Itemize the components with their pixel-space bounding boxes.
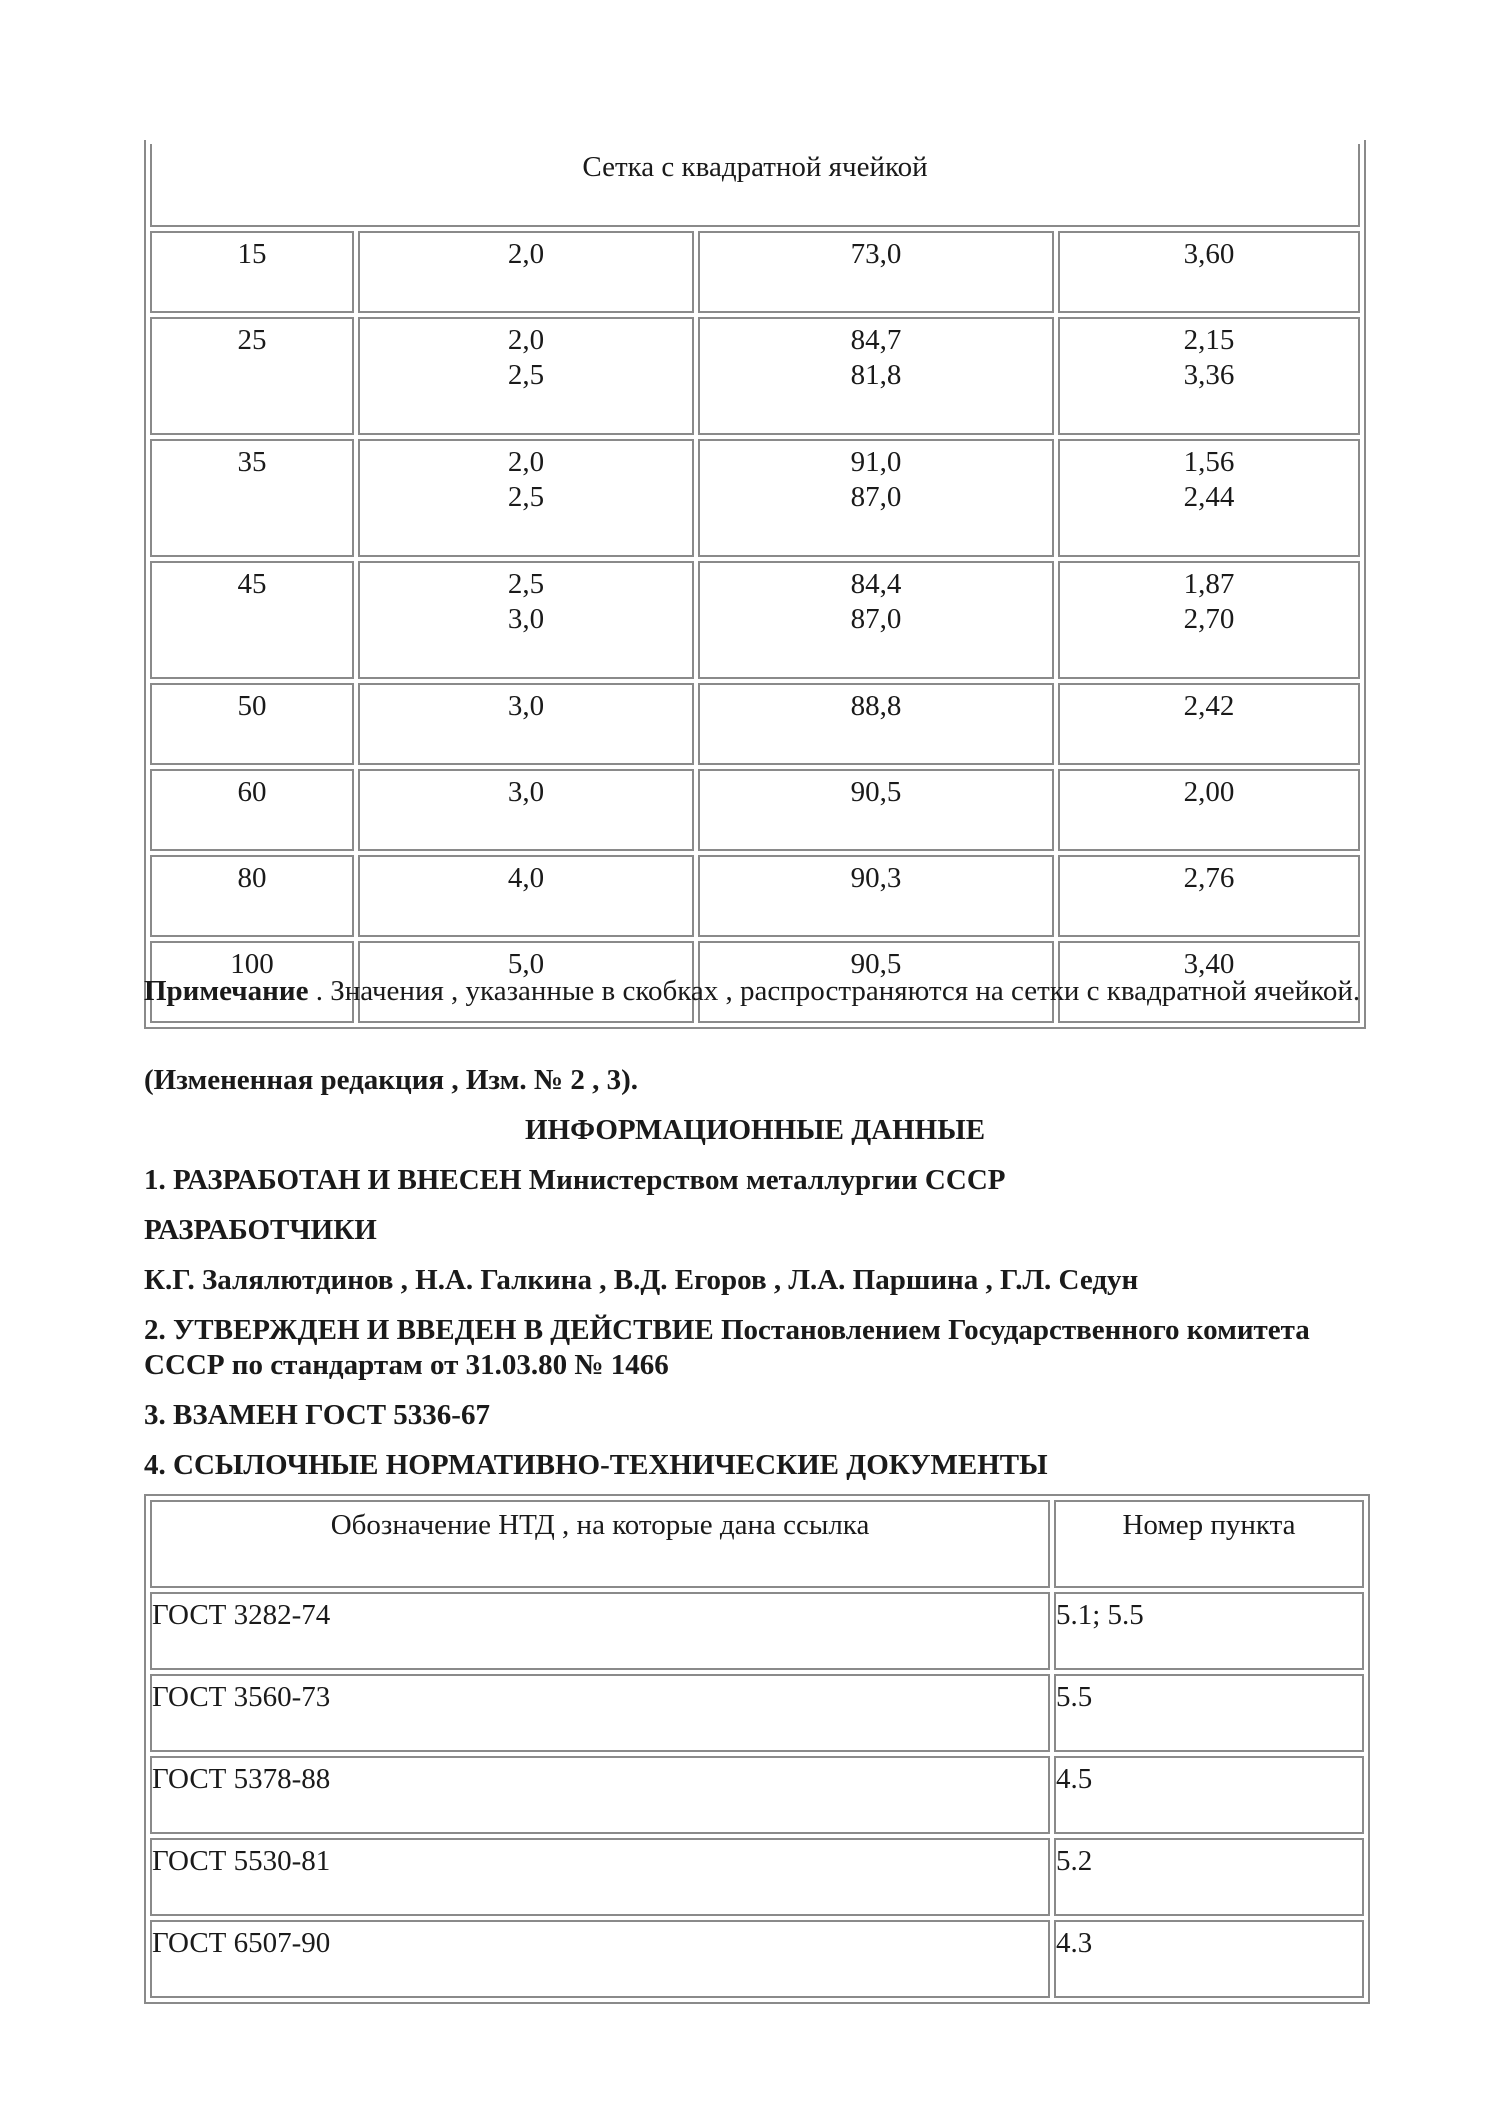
cell-value: 84,7 (850, 324, 902, 356)
note-label: Примечание (144, 975, 309, 1007)
cell-mesh-size: 35 (150, 439, 354, 557)
cell-mesh-size: 60 (150, 769, 354, 851)
cell-clause-number: 4.3 (1054, 1920, 1364, 1998)
info-item-3: 3. ВЗАМЕН ГОСТ 5336-67 (144, 1399, 490, 1431)
reference-table-header-row (150, 1500, 1364, 1588)
header-doc-designation: Обозначение НТД , на которые дана ссылка (150, 1500, 1050, 1588)
cell-wire-diameter (358, 855, 694, 937)
cell-value: 1,56 (1183, 446, 1235, 478)
cell-value: 90,3 (850, 862, 902, 894)
cell-mesh-size: 50 (150, 683, 354, 765)
cell-value: 3,36 (1183, 359, 1235, 391)
cell-value: 3,40 (1183, 948, 1235, 980)
mesh-table-row (150, 317, 1360, 435)
info-item-1: 1. РАЗРАБОТАН И ВНЕСЕН Министерством металлургии СССР (144, 1164, 1006, 1196)
cell-mass (1058, 561, 1360, 679)
cell-doc-designation: ГОСТ 3560-73 (150, 1674, 1050, 1752)
cell-value: 87,0 (850, 603, 902, 635)
note-text: . Значения , указанные в скобках , распространяются на сетки с квадратной ячейкой. (308, 975, 1361, 1007)
cell-doc-designation: ГОСТ 3282-74 (150, 1592, 1050, 1670)
cell-clause-number: 5.5 (1054, 1674, 1364, 1752)
cell-value: 3,0 (507, 690, 545, 722)
cell-open-area (698, 561, 1054, 679)
reference-table-row (150, 1592, 1364, 1670)
cell-value: 2,00 (1183, 776, 1235, 808)
cell-value: 91,0 (850, 446, 902, 478)
mesh-table-row (150, 769, 1360, 851)
cell-value: 2,0 (507, 324, 545, 356)
cell-mass (1058, 231, 1360, 313)
cell-mass (1058, 683, 1360, 765)
cell-wire-diameter (358, 317, 694, 435)
cell-mass (1058, 317, 1360, 435)
cell-value: 2,0 (507, 238, 545, 270)
cell-mesh-size: 15 (150, 231, 354, 313)
reference-table-row (150, 1838, 1364, 1916)
cell-clause-number: 5.2 (1054, 1838, 1364, 1916)
cell-doc-designation: ГОСТ 5378-88 (150, 1756, 1050, 1834)
note-paragraph (144, 974, 1366, 1009)
cell-value: 88,8 (850, 690, 902, 722)
cell-wire-diameter (358, 439, 694, 557)
cell-value: 3,0 (507, 776, 545, 808)
mesh-table-row (150, 683, 1360, 765)
cell-value: 87,0 (850, 481, 902, 513)
cell-value: 5,0 (507, 948, 545, 980)
cell-doc-designation: ГОСТ 6507-90 (150, 1920, 1050, 1998)
cell-mass (1058, 855, 1360, 937)
cell-mesh-size: 25 (150, 317, 354, 435)
cell-mass (1058, 439, 1360, 557)
cell-mesh-size: 100 (150, 941, 354, 1023)
cell-value: 90,5 (850, 776, 902, 808)
cell-value: 1,87 (1183, 568, 1235, 600)
cell-value: 90,5 (850, 948, 902, 980)
cell-mesh-size: 80 (150, 855, 354, 937)
cell-open-area (698, 317, 1054, 435)
cell-value: 2,76 (1183, 862, 1235, 894)
mesh-table-caption: Сетка с квадратной ячейкой (150, 144, 1360, 227)
cell-value: 2,44 (1183, 481, 1235, 513)
cell-value: 2,5 (507, 359, 545, 391)
mesh-table-row (150, 855, 1360, 937)
header-clause-number: Номер пункта (1054, 1500, 1364, 1588)
reference-table-row (150, 1674, 1364, 1752)
cell-value: 2,5 (507, 481, 545, 513)
cell-clause-number: 4.5 (1054, 1756, 1364, 1834)
developers-label: РАЗРАБОТЧИКИ (144, 1214, 377, 1246)
cell-value: 2,0 (507, 446, 545, 478)
info-item-4: 4. ССЫЛОЧНЫЕ НОРМАТИВНО-ТЕХНИЧЕСКИЕ ДОКУМЕНТЫ (144, 1449, 1048, 1481)
cell-value: 2,42 (1183, 690, 1235, 722)
cell-open-area (698, 231, 1054, 313)
cell-value: 73,0 (850, 238, 902, 270)
mesh-table (144, 140, 1366, 1029)
cell-value: 3,60 (1183, 238, 1235, 270)
cell-value: 84,4 (850, 568, 902, 600)
mesh-table-row (150, 561, 1360, 679)
cell-doc-designation: ГОСТ 5530-81 (150, 1838, 1050, 1916)
mesh-table-row (150, 439, 1360, 557)
cell-mass (1058, 769, 1360, 851)
cell-wire-diameter (358, 561, 694, 679)
revision-note: (Измененная редакция , Изм. № 2 , 3). (144, 1064, 638, 1096)
cell-open-area (698, 769, 1054, 851)
cell-wire-diameter (358, 683, 694, 765)
cell-mesh-size: 45 (150, 561, 354, 679)
reference-table-row (150, 1920, 1364, 1998)
cell-value: 3,0 (507, 603, 545, 635)
mesh-table-row (150, 231, 1360, 313)
developers-list: К.Г. Залялютдинов , Н.А. Галкина , В.Д. Егоров , Л.А. Паршина , Г.Л. Седун (144, 1264, 1139, 1296)
cell-open-area (698, 683, 1054, 765)
cell-value: 81,8 (850, 359, 902, 391)
cell-wire-diameter (358, 231, 694, 313)
info-item-2: 2. УТВЕРЖДЕН И ВВЕДЕН В ДЕЙСТВИЕ Постановлением Государственного комитета СССР по стандартам от 31.03.80 № 1466 (144, 1314, 1310, 1381)
reference-docs-table (144, 1494, 1370, 2004)
cell-value: 2,15 (1183, 324, 1235, 356)
cell-value: 2,70 (1183, 603, 1235, 635)
cell-open-area (698, 439, 1054, 557)
reference-table-row (150, 1756, 1364, 1834)
cell-value: 2,5 (507, 568, 545, 600)
info-heading: ИНФОРМАЦИОННЫЕ ДАННЫЕ (524, 1114, 986, 1146)
cell-open-area (698, 855, 1054, 937)
cell-value: 4,0 (507, 862, 545, 894)
cell-clause-number: 5.1; 5.5 (1054, 1592, 1364, 1670)
cell-wire-diameter (358, 769, 694, 851)
